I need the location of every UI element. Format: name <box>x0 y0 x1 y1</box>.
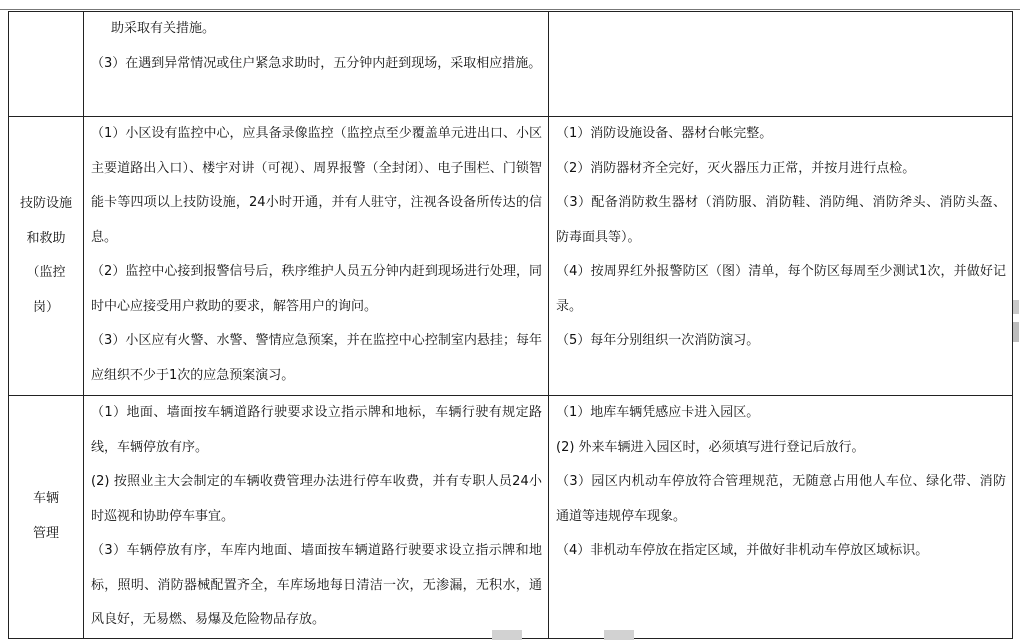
requirement-text: 助采取有关措施。 <box>111 21 216 36</box>
requirement-text: （2）监控中心接到报警信号后，秩序维护人员五分钟内赶到现场进行处理，同时中心应接受用户救助的要求，解答用户的询问。 <box>91 264 542 314</box>
standard-text: （1）地库车辆凭感应卡进入园区。 <box>556 405 760 420</box>
category-label: 技防设施 <box>19 196 72 211</box>
requirement-text: （3）小区应有火警、水警、警情应急预案，并在监控中心控制室内悬挂；每年应组织不少于1次的应急预案演习。 <box>91 333 542 383</box>
edge-mark <box>1013 322 1019 342</box>
requirements-cell <box>84 117 549 396</box>
table-row <box>9 12 1013 117</box>
requirement-text: （3）在遇到异常情况或住户紧急求助时，五分钟内赶到现场，采取相应措施。 <box>91 55 542 71</box>
requirement-text: （1）地面、墙面按车辆道路行驶要求设立指示牌和地标，车辆行驶有规定路线，车辆停放有序。 <box>91 405 542 455</box>
standard-text: (2) 外来车辆进入园区时，必须填写进行登记后放行。 <box>556 439 865 455</box>
standards-cell <box>549 117 1013 396</box>
management-standards-table <box>8 11 1013 639</box>
standard-text: （3）配备消防救生器材（消防服、消防鞋、消防绳、消防斧头、消防头盔、防毒面具等）。 <box>556 195 1006 245</box>
page-top-rule <box>0 9 1020 10</box>
edge-mark <box>1013 300 1019 314</box>
table-row <box>9 396 1013 639</box>
table-row <box>9 117 1013 396</box>
category-label: 和救助 <box>26 230 66 246</box>
requirement-text: （3）车辆停放有序，车库内地面、墙面按车辆道路行驶要求设立指示牌和地标，照明、消防器械配置齐全，车库场地每日清洁一次，无渗漏，无积水，通风良好，无易燃、易爆及危险物品存放。 <box>91 543 542 627</box>
category-label: 岗） <box>32 299 59 315</box>
standards-cell <box>549 12 1013 117</box>
standard-text: （4）非机动车停放在指定区域，并做好非机动车停放区域标识。 <box>556 543 929 558</box>
standards-cell <box>549 396 1013 639</box>
category-cell <box>9 117 84 396</box>
requirement-text: (2) 按照业主大会制定的车辆收费管理办法进行停车收费，并有专职人员24小时巡视和协助停车事宜。 <box>91 474 542 524</box>
requirements-cell <box>84 12 549 117</box>
category-cell <box>9 12 84 117</box>
standard-text: （3）园区内机动车停放符合管理规范，无随意占用他人车位、绿化带、消防通道等违规停车现象。 <box>556 474 1006 524</box>
standard-text: （5）每年分别组织一次消防演习。 <box>556 333 760 348</box>
category-label: 车辆 <box>32 491 59 507</box>
edge-marks <box>1011 300 1020 344</box>
page-bottom-fragment <box>604 630 634 640</box>
category-label: （监控 <box>26 265 66 280</box>
standard-text: （4）按周界红外报警防区（图）清单，每个防区每周至少测试1次，并做好记录。 <box>556 264 1006 314</box>
requirement-text: （1）小区设有监控中心，应具备录像监控（监控点至少覆盖单元进出口、小区主要道路出入口）、楼宇对讲（可视）、周界报警（全封闭）、电子围栏、门锁智能卡等四项以上技防设施，24小时开通，并有人驻守，注视各设备所传达的信息。 <box>91 126 542 245</box>
standard-text: （1）消防设施设备、器材台帐完整。 <box>556 126 773 141</box>
category-label: 管理 <box>32 525 59 541</box>
standard-text: （2）消防器材齐全完好，灭火器压力正常，并按月进行点检。 <box>556 160 916 176</box>
page-bottom-fragment <box>492 630 522 640</box>
category-cell <box>9 396 84 639</box>
requirements-cell <box>84 396 549 639</box>
